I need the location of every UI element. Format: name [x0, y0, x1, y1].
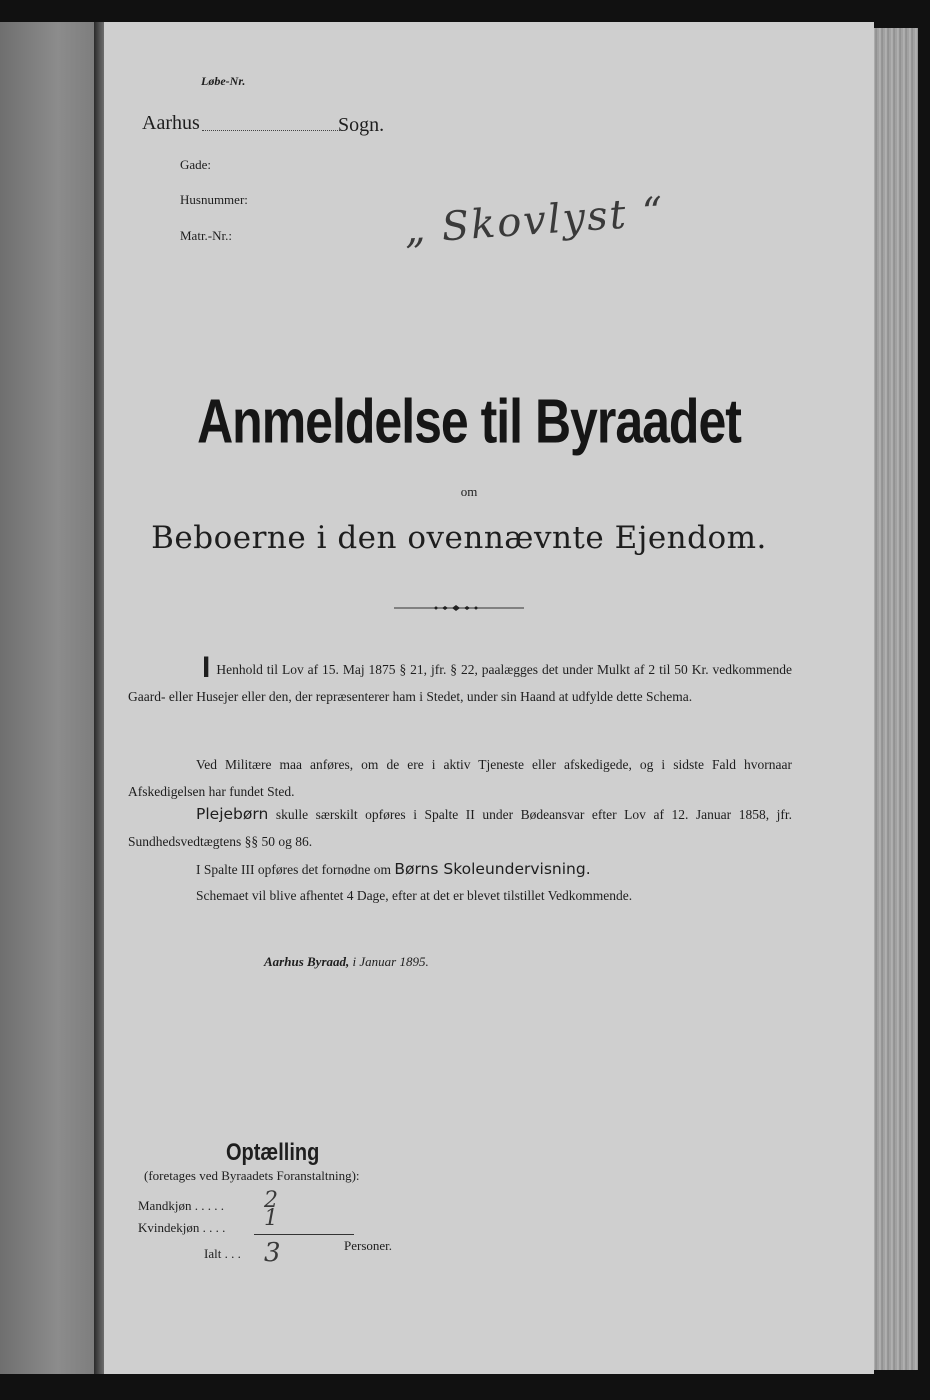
sogn-label: Sogn. — [338, 114, 385, 136]
paragraph-law — [128, 651, 792, 710]
schooling-emphasis: Børns Skoleundervisning. — [394, 860, 591, 878]
paragraph-military-text: Ved Militære maa anføres, om de ere i aktiv Tjeneste eller afskedigede, og i sidste Fald hvornaar Afskedigelsen har fundet Sted. — [128, 757, 792, 799]
paragraph-foster-text: skulle særskilt opføres i Spalte II under Bødeansvar efter Lov af 12. Januar 1858, jfr. Sundhedsvedtægtens §§ 50 og 86. — [128, 807, 792, 849]
male-count-value: 2 — [264, 1188, 278, 1213]
count-subtitle: (foretages ved Byraadets Foranstaltning): — [144, 1168, 360, 1183]
count-title: Optælling — [226, 1139, 320, 1167]
form-subtitle: Beboerne i den ovennævnte Ejendom. — [151, 520, 767, 556]
matr-nr-label: Matr.-Nr.: — [180, 228, 232, 243]
paragraph-foster-children — [128, 801, 792, 855]
sogn-fill-line — [202, 130, 340, 131]
gade-label: Gade: — [180, 157, 212, 172]
form-title: Anmeldelse til Byraadet — [197, 386, 741, 456]
city-label: Aarhus — [142, 112, 200, 134]
total-count-label: Ialt . . . — [204, 1246, 241, 1261]
paragraph-military — [128, 751, 792, 805]
paragraph-schooling-text: I Spalte III opføres det fornødne om — [196, 862, 391, 877]
sum-rule — [254, 1234, 354, 1235]
persons-label: Personer. — [344, 1238, 393, 1253]
document-page — [104, 22, 874, 1374]
husnummer-label: Husnummer: — [180, 192, 248, 207]
ornament-divider — [394, 602, 524, 614]
male-count-label: Mandkjøn . . . . . — [138, 1198, 224, 1213]
issuer-signature — [264, 954, 429, 970]
paragraph-law-text: Henhold til Lov af 15. Maj 1875 § 21, jfr. § 22, paalægges det under Mulkt af 2 til 50 Kr. vedkommende Gaard- eller Husejer eller den, der repræsenterer ham i Stedet, under sin Haand at udfylde dette Schema. — [128, 662, 792, 704]
issue-date: i Januar 1895. — [352, 954, 429, 969]
paragraph-pickup — [128, 882, 792, 909]
stacked-page-edges — [872, 28, 918, 1370]
handwritten-address: „ Skovlyst “ — [402, 188, 667, 254]
dropcap-letter: I — [202, 651, 211, 684]
paragraph-pickup-text: Schemaet vil blive afhentet 4 Dage, efter at det er blevet tilstillet Vedkommende. — [196, 888, 633, 903]
female-count-value: 1 — [264, 1206, 278, 1231]
issuer-name: Aarhus Byraad, — [264, 954, 350, 969]
female-count-label: Kvindekjøn . . . . — [138, 1220, 226, 1235]
lobe-nr-label: Løbe-Nr. — [201, 74, 246, 88]
left-page-edge — [0, 22, 96, 1374]
om-connector: om — [460, 484, 478, 499]
plejeborn-lead: Plejebørn — [196, 805, 269, 823]
total-count-value: 3 — [264, 1238, 281, 1268]
paragraph-schooling — [128, 856, 792, 883]
